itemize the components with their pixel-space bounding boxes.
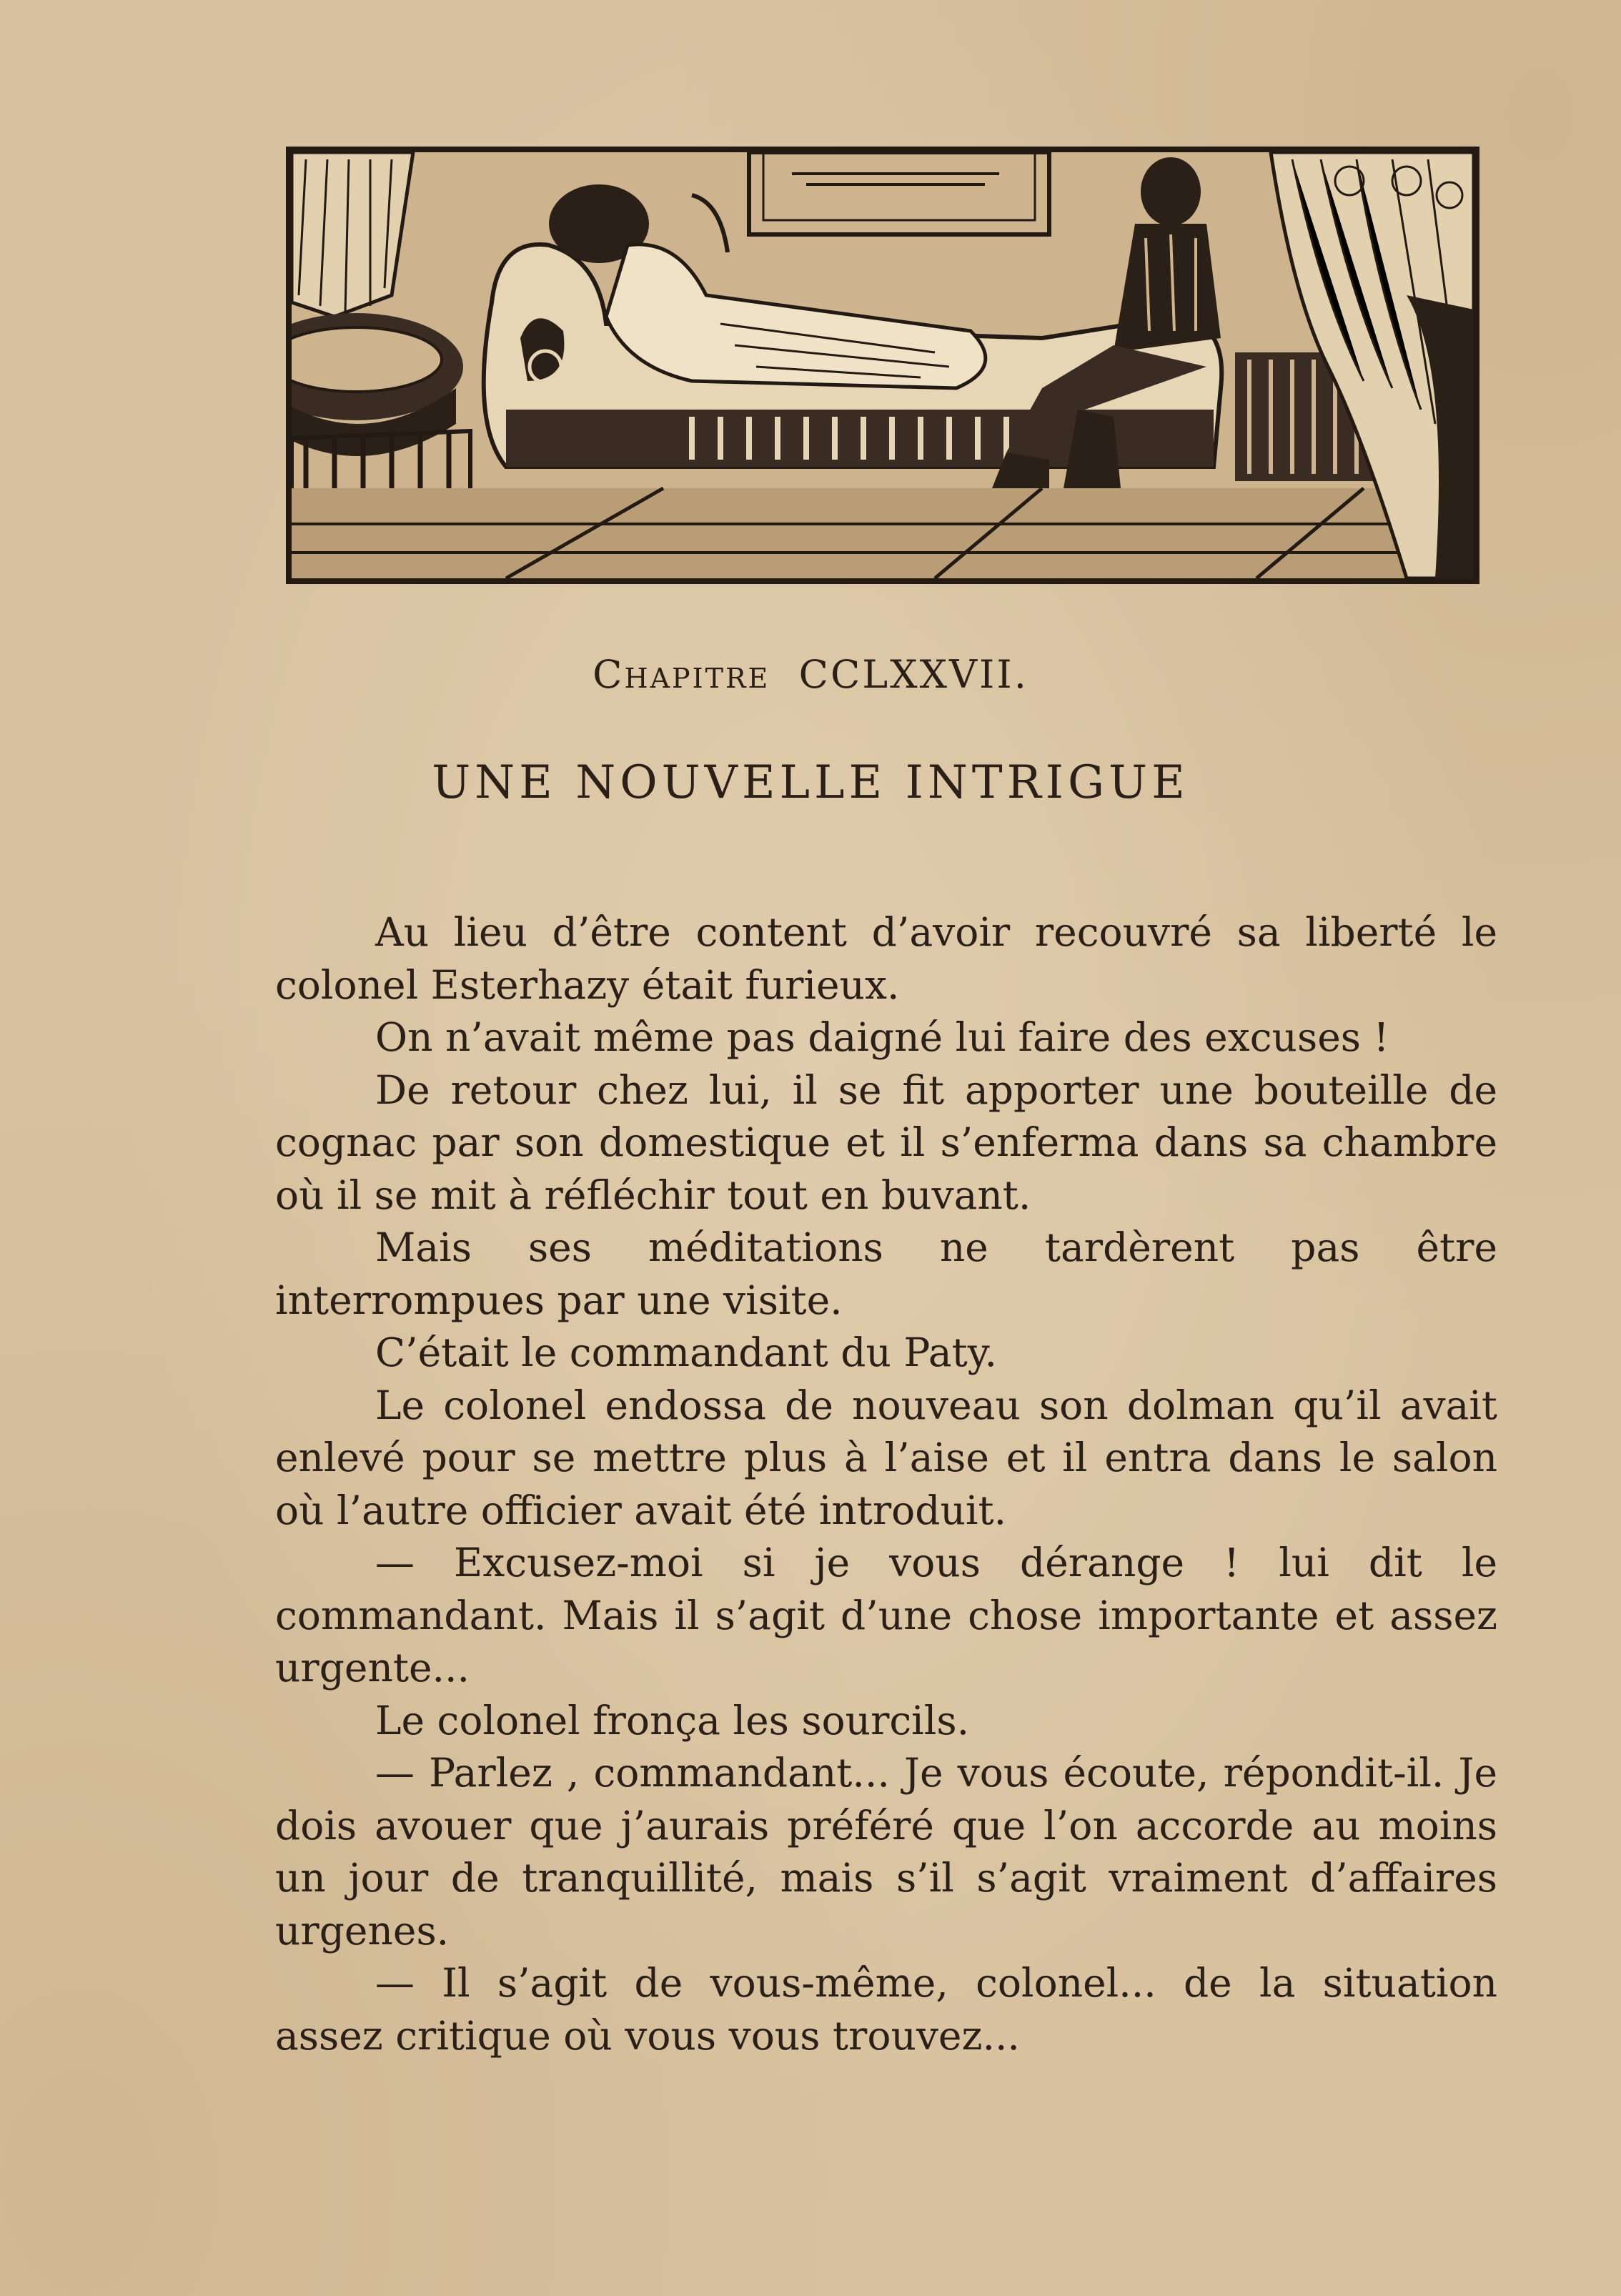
paragraph: Au lieu d’être content d’avoir recouvré sa liberté le colonel Esterhazy était furieux. — [275, 909, 1497, 1008]
header-illustration — [286, 147, 1479, 584]
paragraph: Le colonel endossa de nouveau son dolman qu’il avait enlevé pour se mettre plus à l’aise et il entra dans le salon où l’autre officier avait été introduit. — [275, 1382, 1497, 1533]
paragraph: — Parlez , commandant... Je vous écoute, répondit-il. Je dois avouer que j’aurais préféré que l’on accorde au moins un jour de tranquillité, mais s’il s’agit vraiment d’affaires urgenes. — [275, 1750, 1497, 1954]
paragraph: C’était le commandant du Paty. — [375, 1330, 998, 1375]
body-text — [275, 906, 1497, 2062]
paragraph: — Excusez-moi si je vous dérange ! lui dit le commandant. Mais il s’agit d’une chose importante et assez urgente... — [275, 1540, 1497, 1691]
woodcut-salon-scene-icon — [292, 152, 1474, 578]
chapter-label: Chapitre — [593, 652, 770, 697]
paragraph: On n’avait même pas daigné lui faire des excuses ! — [375, 1014, 1389, 1060]
paragraph: Le colonel fronça les sourcils. — [375, 1697, 970, 1743]
paragraph: — Il s’agit de vous-même, colonel... de la situation assez critique où vous vous trouvez... — [275, 1960, 1497, 2059]
chapter-title: UNE NOUVELLE INTRIGUE — [432, 756, 1189, 809]
paragraph: De retour chez lui, il se fit apporter une bouteille de cognac par son domestique et il s’enferma dans sa chambre où il se mit à réfléchir tout en buvant. — [275, 1067, 1497, 1218]
chapter-heading — [0, 652, 1621, 697]
chapter-number: CCLXXVII. — [798, 652, 1028, 697]
paragraph: Mais ses méditations ne tardèrent pas être interrompues par une visite. — [275, 1224, 1497, 1323]
